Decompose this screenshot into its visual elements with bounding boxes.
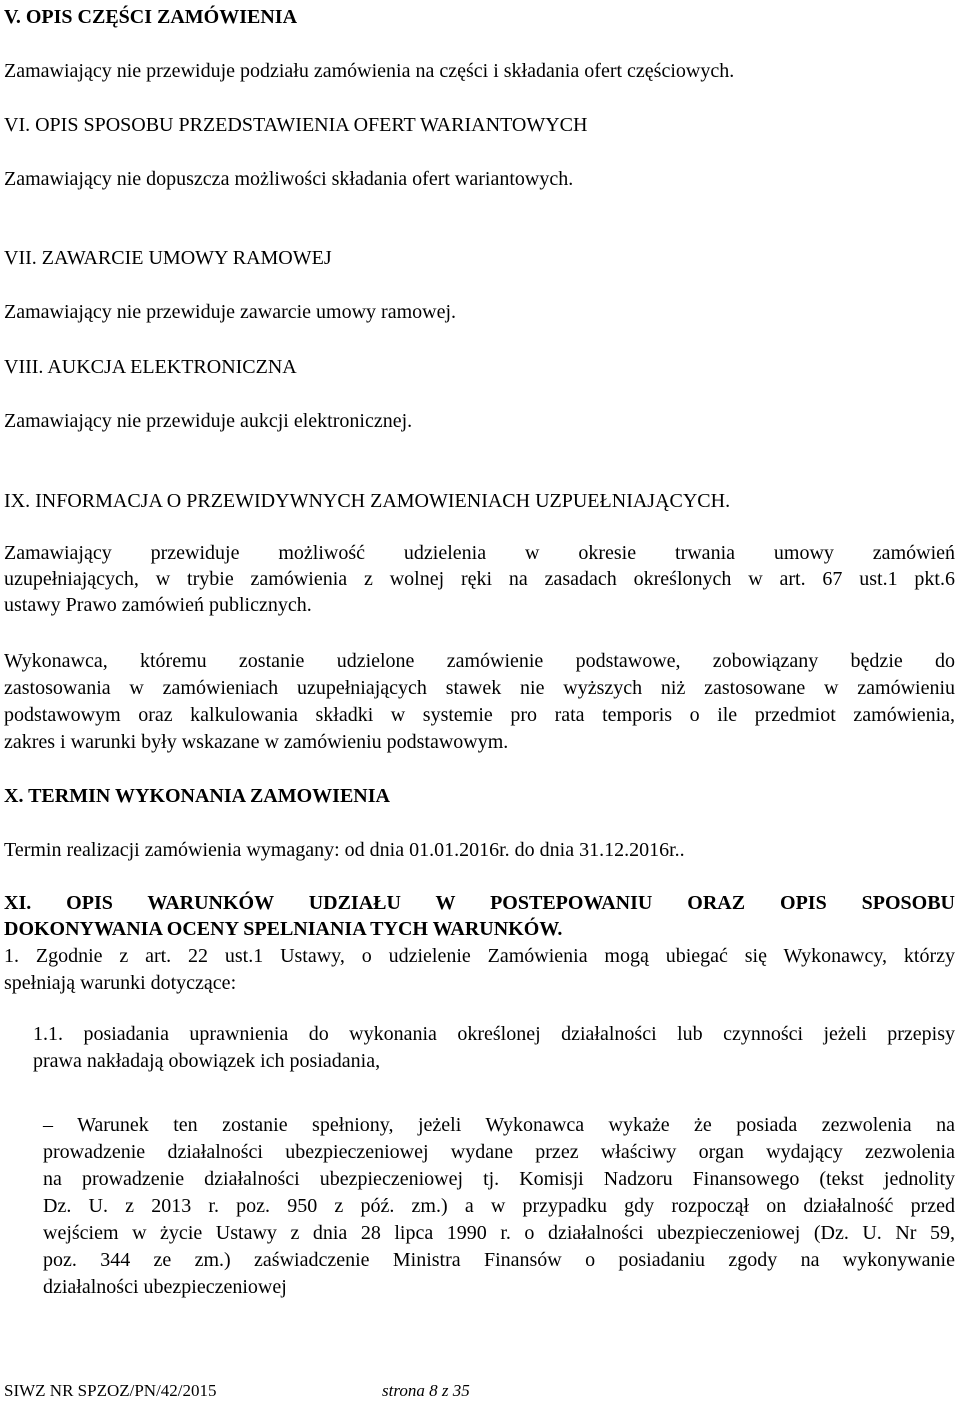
section-x-heading: X. TERMIN WYKONANIA ZAMOWIENIA [4,785,390,807]
footer-doc-number: SIWZ NR SPZOZ/PN/42/2015 [4,1381,217,1400]
section-ix-para1-line: ustawy Prawo zamówień publicznych. [4,594,312,616]
section-xi-condition-line: prowadzenie działalności ubezpieczeniowej wydane przez właściwy organ wydający zezwolenia [43,1141,955,1163]
section-xi-item1-line: 1. Zgodnie z art. 22 ust.1 Ustawy, o udzielenie Zamówienia mogą ubiegać się Wykonawcy, którzy [4,945,955,967]
section-xi-heading-line: XI. OPIS WARUNKÓW UDZIAŁU W POSTEPOWANIU ORAZ OPIS SPOSOBU [4,892,955,914]
section-xi-condition-line: na prowadzenie działalności ubezpieczeniowej tj. Komisji Nadzoru Finansowego (tekst jednolity [43,1168,955,1190]
section-vi-heading: VI. OPIS SPOSOBU PRZEDSTAWIENIA OFERT WARIANTOWYCH [4,114,588,136]
section-xi-item11-line: prawa nakładają obowiązek ich posiadania, [33,1050,381,1072]
section-vi-text: Zamawiający nie dopuszcza możliwości składania ofert wariantowych. [4,168,574,190]
section-ix-para1-line: uzupełniających, w trybie zamówienia z wolnej ręki na zasadach określonych w art. 67 ust.1 pkt.6 [4,568,955,590]
section-ix-para2-line: podstawowym oraz kalkulowania składki w systemie pro rata temporis o ile przedmiot zamówienia, [4,704,955,726]
section-ix-para2-line: zakres i warunki były wskazane w zamówieniu podstawowym. [4,731,509,753]
section-ix-heading: IX. INFORMACJA O PRZEWIDYWNYCH ZAMOWIENIACH UZPUEŁNIAJĄCYCH. [4,490,731,512]
section-xi-heading-line: DOKONYWANIA OCENY SPELNIANIA TYCH WARUNKÓW. [4,918,563,940]
section-v-text: Zamawiający nie przewiduje podziału zamówienia na części i składania ofert częściowych. [4,60,735,82]
section-vii-text: Zamawiający nie przewiduje zawarcie umowy ramowej. [4,301,457,323]
section-ix-para2-line: Wykonawca, któremu zostanie udzielone zamówienie podstawowe, zobowiązany będzie do [4,650,955,672]
section-xi-condition-line: wejściem w życie Ustawy z dnia 28 lipca 1990 r. o działalności ubezpieczeniowej (Dz. U. Nr 59, [43,1222,955,1244]
footer-page-number: strona 8 z 35 [382,1381,470,1400]
section-ix-para2-line: zastosowania w zamówieniach uzupełniających stawek nie wyższych niż zastosowane w zamówieniu [4,677,955,699]
section-xi-condition-line: poz. 344 ze zm.) zaświadczenie Ministra Finansów o posiadaniu zgody na wykonywanie [43,1249,955,1271]
section-v-heading: V. OPIS CZĘŚCI ZAMÓWIENIA [4,6,298,28]
section-xi-condition-line: – Warunek ten zostanie spełniony, jeżeli Wykonawca wykaże że posiada zezwolenia na [43,1114,955,1136]
section-xi-condition-line: działalności ubezpieczeniowej [43,1276,287,1298]
section-viii-text: Zamawiający nie przewiduje aukcji elektronicznej. [4,410,413,432]
section-xi-item11-line: 1.1. posiadania uprawnienia do wykonania określonej działalności lub czynności jeżeli przepisy [33,1023,955,1045]
section-ix-para1-line: Zamawiający przewiduje możliwość udzielenia w okresie trwania umowy zamówień [4,542,955,564]
section-viii-heading: VIII. AUKCJA ELEKTRONICZNA [4,356,297,378]
section-xi-condition-line: Dz. U. z 2013 r. poz. 950 z póź. zm.) a w przypadku gdy rozpoczął on działalność przed [43,1195,955,1217]
section-vii-heading: VII. ZAWARCIE UMOWY RAMOWEJ [4,247,332,269]
section-xi-item1-line: spełniają warunki dotyczące: [4,972,237,994]
section-x-text: Termin realizacji zamówienia wymagany: od dnia 01.01.2016r. do dnia 31.12.2016r.. [4,839,685,861]
